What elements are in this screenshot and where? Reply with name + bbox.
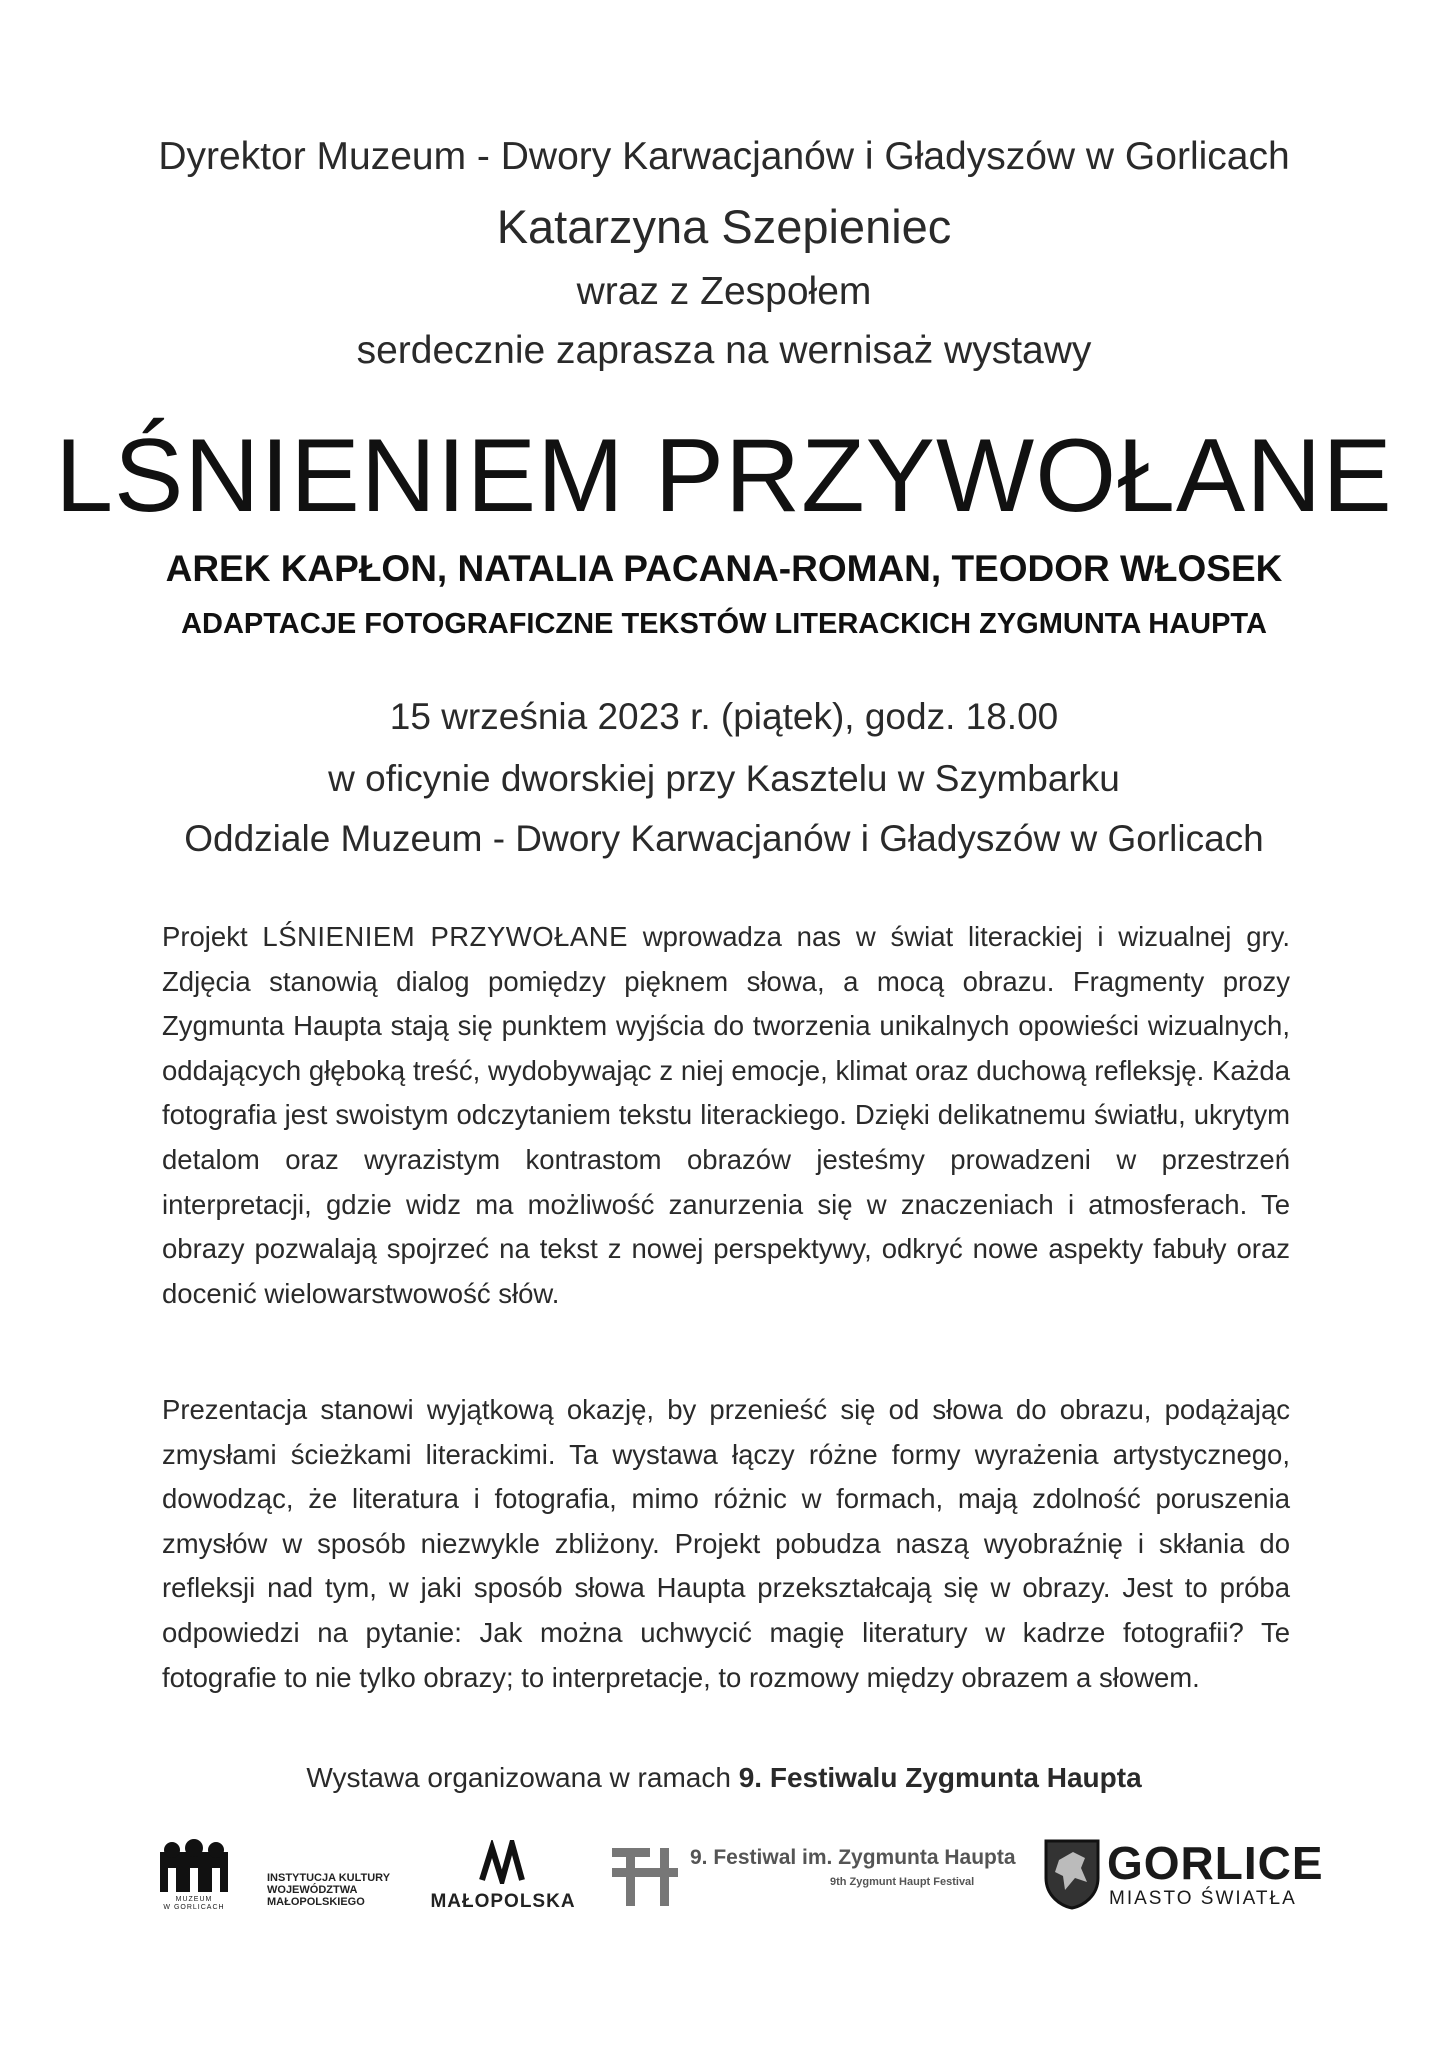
description-paragraph-1 xyxy=(162,915,1290,1316)
exhibition-subtitle: ADAPTACJE FOTOGRAFICZNE TEKSTÓW LITERACKICH ZYGMUNTA HAUPTA xyxy=(181,608,1267,640)
director-name: Katarzyna Szepieniec xyxy=(496,200,952,253)
gorlice-name: GORLICE xyxy=(1107,1837,1324,1889)
festival-note-prefix: Wystawa organizowana w ramach xyxy=(306,1762,739,1793)
festival-h-icon xyxy=(610,1840,680,1908)
haupt-festival-logo xyxy=(610,1840,1030,1910)
event-place-line1: w oficynie dworskiej przy Kasztelu w Szymbarku xyxy=(328,758,1120,799)
instytucja-line1: INSTYTUCJA KULTURY xyxy=(267,1872,391,1884)
exhibition-authors: AREK KAPŁON, NATALIA PACANA-ROMAN, TEODOR WŁOSEK xyxy=(165,548,1283,589)
muzeum-logo-text: MUZEUM xyxy=(175,1896,213,1903)
para1-prefix: Projekt xyxy=(162,921,263,952)
muzeum-logo xyxy=(158,1838,230,1918)
gorlice-coat-of-arms-icon xyxy=(1043,1838,1101,1910)
description-paragraph-2: Prezentacja stanowi wyjątkową okazję, by przenieść się od słowa do obrazu, podążając zmysłami ścieżkami literackimi. Ta wystawa łączy różne formy wyrażenia artystycznego, dowodząc, że literatura i fotografia, mimo różnic w formach, mają zdolność poruszenia zmysłów w sposób niezwykle zbliżony. Projekt pobudza naszą wyobraźnię i skłania do refleksji nad tym, w jaki sposób słowa Haupta przekształcają się w obrazy. Jest to próba odpowiedzi na pytanie: Jak można uchwycić magię literatury w kadrze fotografii? Te fotografie to nie tylko obrazy; to interpretacje, to rozmowy między obrazem a słowem. xyxy=(162,1394,1290,1693)
gorlice-tagline: MIASTO ŚWIATŁA xyxy=(1109,1888,1297,1909)
festival-note-name: 9. Festiwalu Zygmunta Haupta xyxy=(738,1762,1142,1793)
muzeum-logo-small: W GORLICACH xyxy=(163,1904,225,1911)
exhibition-title: LŚNIENIEM PRZYWOŁANE xyxy=(55,418,1393,534)
instytucja-line2: WOJEWÓDZTWA xyxy=(267,1884,358,1896)
invitation-line: serdecznie zaprasza na wernisaż wystawy xyxy=(356,329,1092,372)
para1-text: wprowadza nas w świat literackiej i wizualnej gry. Zdjęcia stanowią dialog pomiędzy pięknem słowa, a mocą obrazu. Fragmenty prozy Zygmunta Haupta stają się punktem wyjścia do tworzenia unikalnych opowieści wizualnych, oddających głęboką treść, wydobywając z niej emocje, klimat oraz duchową refleksję. Każda fotografia jest swoistym odczytaniem tekstu literackiego. Dzięki delikatnemu światłu, ukrytym detalom oraz wyrazistym kontrastom obrazów jesteśmy prowadzeni w przestrzeń interpretacji, gdzie widz ma możliwość zanurzenia się w znaczeniach i atmosferach. Te obrazy pozwalają spojrzeć na tekst z nowej perspektywy, odkryć nowe aspekty fabuły oraz docenić wielowarstwowość słów. xyxy=(162,921,1290,1309)
muzeum-emblem-icon xyxy=(158,1838,230,1896)
gorlice-logo xyxy=(1043,1836,1324,1916)
instytucja-line3: MAŁOPOLSKIEGO xyxy=(267,1896,365,1908)
festival-subtitle: 9th Zygmunt Haupt Festival xyxy=(830,1876,975,1888)
festival-note xyxy=(0,1760,1448,1796)
malopolska-name: MAŁOPOLSKA xyxy=(430,1891,576,1912)
malopolska-logo xyxy=(428,1840,578,1913)
malopolska-mountains-icon xyxy=(478,1840,528,1884)
team-line: wraz z Zespołem xyxy=(576,270,872,313)
festival-title: 9. Festiwal im. Zygmunta Haupta xyxy=(690,1846,1016,1869)
director-line: Dyrektor Muzeum - Dwory Karwacjanów i Gładyszów w Gorlicach xyxy=(158,135,1290,178)
para1-project-name: LŚNIENIEM PRZYWOŁANE xyxy=(262,921,628,952)
event-date: 15 września 2023 r. (piątek), godz. 18.00 xyxy=(389,696,1059,737)
instytucja-kultury-logo xyxy=(267,1872,417,1908)
event-place-line2: Oddziale Muzeum - Dwory Karwacjanów i Gładyszów w Gorlicach xyxy=(184,818,1264,859)
